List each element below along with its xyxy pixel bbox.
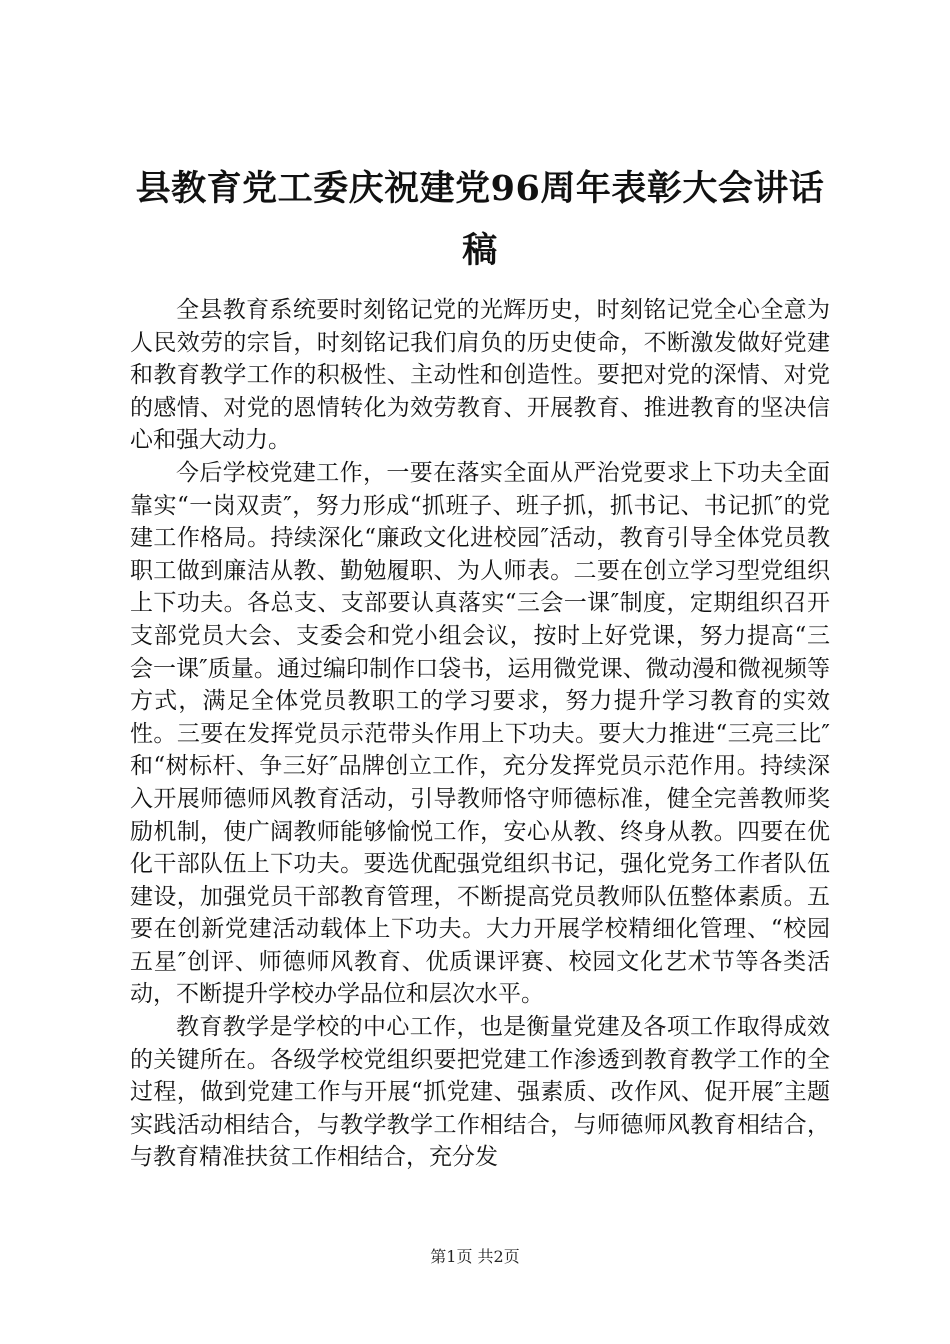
paragraph: 教育教学是学校的中心工作，也是衡量党建及各项工作取得成效的关键所在。各级学校党组织要把党建工作渗透到教育教学工作的全过程，做到党建工作与开展“抓党建、强素质、改作风、促开展″主题实践活动相结合，与教学教学工作相结合，与师德师风教育相结合，与教育精准扶贫工作相结合，充分发	[130, 1014, 830, 1171]
paragraph: 全县教育系统要时刻铭记党的光辉历史，时刻铭记党全心全意为人民效劳的宗旨，时刻铭记我们肩负的历史使命，不断激发做好党建和教育教学工作的积极性、主动性和创造性。要把对党的深情、对党的感情、对党的恩情转化为效劳教育、开展教育、推进教育的坚决信心和强大动力。	[130, 297, 830, 454]
document-title: 县教育党工委庆祝建党96周年表彰大会讲话稿	[135, 168, 825, 271]
document-body	[130, 294, 830, 1174]
page-footer: 第1页 共2页	[430, 1247, 520, 1266]
paragraph: 今后学校党建工作，一要在落实全面从严治党要求上下功夫全面靠实“一岗双责″，努力形成“抓班子、班子抓，抓书记、书记抓″的党建工作格局。持续深化“廉政文化进校园″活动，教育引导全体党员教职工做到廉洁从教、勤勉履职、为人师表。二要在创立学习型党组织上下功夫。各总支、支部要认真落实“三会一课″制度，定期组织召开支部党员大会、支委会和党小组会议，按时上好党课，努力提高“三会一课″质量。通过编印制作口袋书，运用微党课、微动漫和微视频等方式，满足全体党员教职工的学习要求，努力提升学习教育的实效性。三要在发挥党员示范带头作用上下功夫。要大力推进“三亮三比″和“树标杆、争三好″品牌创立工作，充分发挥党员示范作用。持续深入开展师德师风教育活动，引导教师恪守师德标准，健全完善教师奖励机制，使广阔教师能够愉悦工作，安心从教、终身从教。四要在优化干部队伍上下功夫。要选优配强党组织书记，强化党务工作者队伍建设，加强党员干部教育管理，不断提高党员教师队伍整体素质。五要在创新党建活动载体上下功夫。大力开展学校精细化管理、“校园五星″创评、师德师风教育、优质课评赛、校园文化艺术节等各类活动，不断提升学校办学品位和层次水平。	[130, 459, 830, 1008]
